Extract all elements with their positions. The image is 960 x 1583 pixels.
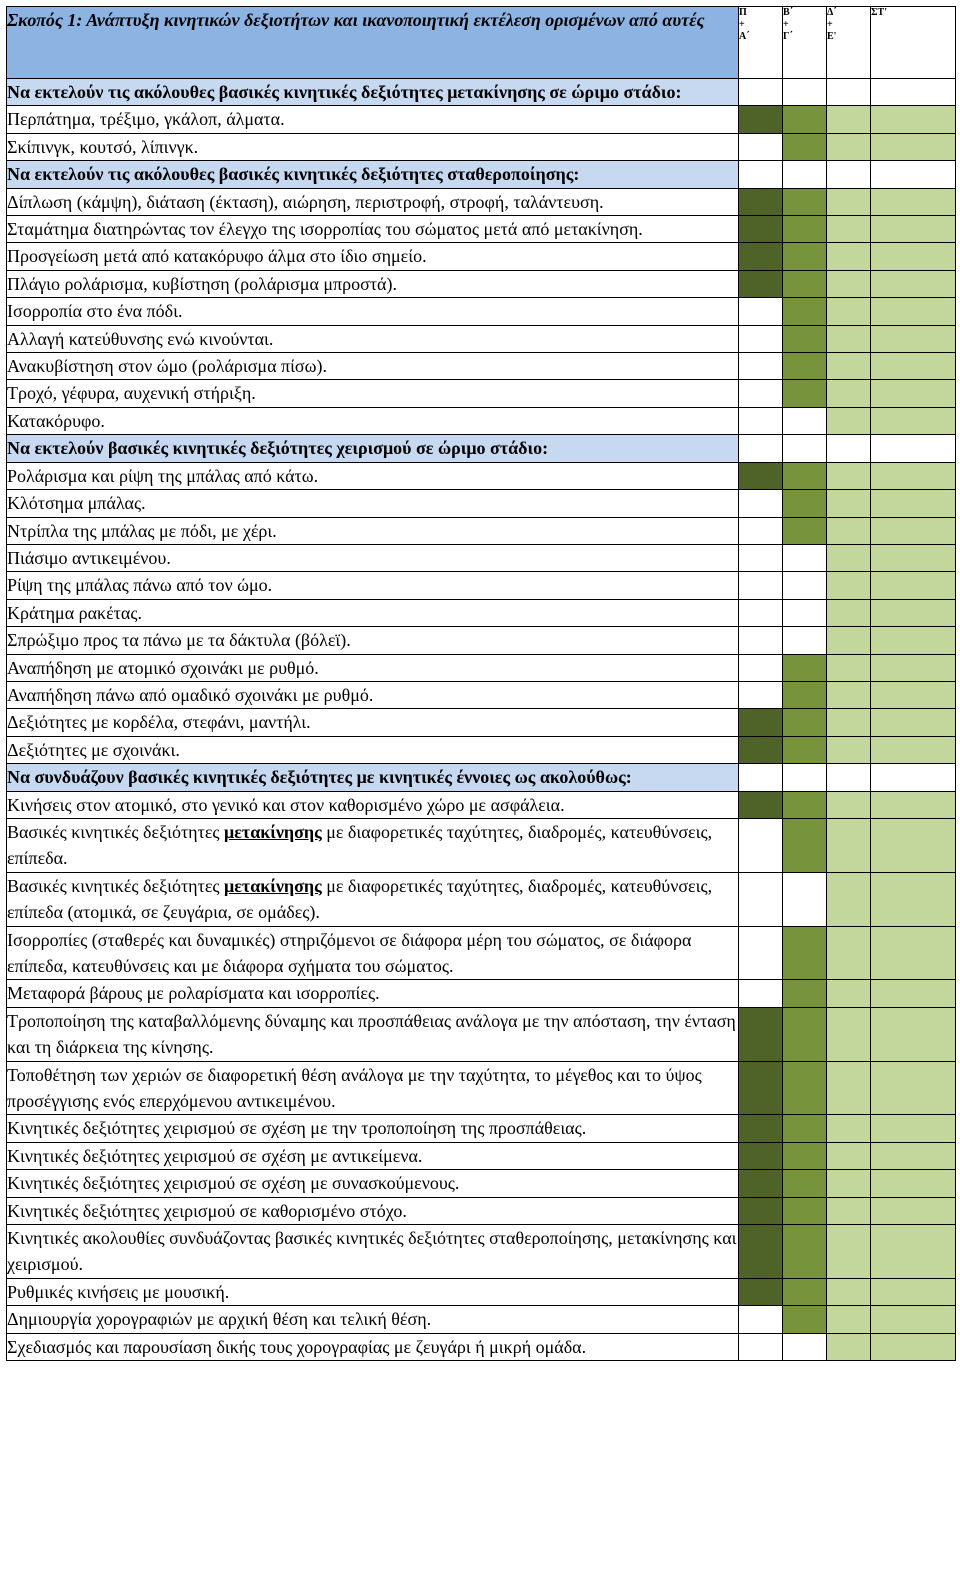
grade-cell-4 [871, 1306, 956, 1333]
grade-cell-1 [739, 270, 783, 297]
grade-cell-2 [783, 462, 827, 489]
grade-cell-2 [783, 106, 827, 133]
grade-cell-3 [827, 353, 871, 380]
grade-cell-2 [783, 1115, 827, 1142]
grade-cell-3 [827, 818, 871, 872]
skill-text: Ντρίπλα της μπάλας με πόδι, με χέρι. [7, 517, 739, 544]
grade-cell-3 [827, 490, 871, 517]
grade-cell-2 [783, 736, 827, 763]
grade-cell-1 [739, 764, 783, 791]
grade-cell-3 [827, 380, 871, 407]
grade-cell-4 [871, 270, 956, 297]
grade-cell-2 [783, 544, 827, 571]
skill-text: Τροποποίηση της καταβαλλόμενης δύναμης και προσπάθειας ανάλογα με την απόσταση, την ένταση και τη διάρκεια της κίνησης. [7, 1007, 739, 1061]
skill-text: Προσγείωση μετά από κατακόρυφο άλμα στο ίδιο σημείο. [7, 243, 739, 270]
grade-cell-1 [739, 1142, 783, 1169]
skill-text: Μεταφορά βάρους με ρολαρίσματα και ισορροπίες. [7, 980, 739, 1007]
grade-cell-2 [783, 791, 827, 818]
grade-cell-4 [871, 1278, 956, 1305]
grade-cell-2 [783, 1278, 827, 1305]
table-row [7, 407, 956, 434]
table-row [7, 270, 956, 297]
skill-text: Σχεδιασμός και παρουσίαση δικής τους χορογραφίας με ζευγάρι ή μικρή ομάδα. [7, 1333, 739, 1360]
grade-cell-2 [783, 764, 827, 791]
grade-cell-3 [827, 133, 871, 160]
skill-text-emphasis: μετακίνησης [224, 875, 322, 896]
grade-cell-2 [783, 435, 827, 462]
skill-text: Δεξιότητες με κορδέλα, στεφάνι, μαντήλι. [7, 709, 739, 736]
skill-text: Κινητικές δεξιότητες χειρισμού σε σχέση με αντικείμενα. [7, 1142, 739, 1169]
grade-cell-2 [783, 1061, 827, 1115]
grade-cell-1 [739, 681, 783, 708]
grade-cell-3 [827, 1197, 871, 1224]
grade-cell-2 [783, 243, 827, 270]
skill-text: Τοποθέτηση των χεριών σε διαφορετική θέση ανάλογα με την ταχύτητα, το μέγεθος και το ύψος προσέγγισης ενός επερχόμενου αντικειμένου. [7, 1061, 739, 1115]
goal-title: Σκοπός 1: Ανάπτυξη κινητικών δεξιοτήτων και ικανοποιητική εκτέλεση ορισμένων από αυτές [7, 7, 739, 79]
table-row [7, 926, 956, 980]
curriculum-table [6, 6, 956, 1361]
grade-cell-1 [739, 736, 783, 763]
table-row [7, 1115, 956, 1142]
skill-text [7, 818, 739, 872]
grade-cell-2 [783, 926, 827, 980]
skill-text: Πιάσιμο αντικειμένου. [7, 544, 739, 571]
grade-cell-4 [871, 106, 956, 133]
grade-cell-3 [827, 1007, 871, 1061]
grade-cell-4 [871, 980, 956, 1007]
skill-text-post: με διαφορετικές ταχύτητες, διαδρομές, κατευθύνσεις, επίπεδα. [7, 821, 713, 869]
table-body [7, 7, 956, 1361]
grade-cell-4 [871, 517, 956, 544]
skill-text: Αλλαγή κατεύθυνσης ενώ κινούνται. [7, 325, 739, 352]
grade-cell-3 [827, 1306, 871, 1333]
grade-cell-4 [871, 1115, 956, 1142]
skill-text: Κράτημα ρακέτας. [7, 599, 739, 626]
table-row [7, 462, 956, 489]
grade-cell-2 [783, 1197, 827, 1224]
table-row [7, 872, 956, 926]
grade-cell-1 [739, 106, 783, 133]
grade-cell-1 [739, 407, 783, 434]
grade-cell-3 [827, 517, 871, 544]
table-row [7, 736, 956, 763]
grade-cell-3 [827, 1170, 871, 1197]
grade-cell-3 [827, 736, 871, 763]
grade-cell-2 [783, 353, 827, 380]
grade-cell-4 [871, 791, 956, 818]
grade-cell-1 [739, 627, 783, 654]
grade-cell-1 [739, 599, 783, 626]
table-row [7, 216, 956, 243]
grade-cell-3 [827, 79, 871, 106]
grade-cell-4 [871, 216, 956, 243]
grade-cell-3 [827, 1142, 871, 1169]
skill-text: Δεξιότητες με σχοινάκι. [7, 736, 739, 763]
grade-cell-1 [739, 188, 783, 215]
grade-cell-2 [783, 872, 827, 926]
table-row [7, 1278, 956, 1305]
section-heading: Να συνδυάζουν βασικές κινητικές δεξιότητες με κινητικές έννοιες ως ακολούθως: [7, 764, 739, 791]
grade-cell-1 [739, 654, 783, 681]
table-row [7, 490, 956, 517]
table-row [7, 818, 956, 872]
table-row [7, 1007, 956, 1061]
table-row [7, 353, 956, 380]
table-row [7, 298, 956, 325]
skill-text: Κινητικές δεξιότητες χειρισμού σε καθορισμένο στόχο. [7, 1197, 739, 1224]
skill-text: Αναπήδηση με ατομικό σχοινάκι με ρυθμό. [7, 654, 739, 681]
table-row [7, 1225, 956, 1279]
grade-cell-3 [827, 462, 871, 489]
grade-cell-3 [827, 1115, 871, 1142]
grade-cell-3 [827, 270, 871, 297]
grade-cell-2 [783, 133, 827, 160]
grade-header-3: Δ΄ + Ε' [827, 7, 871, 79]
grade-cell-3 [827, 435, 871, 462]
skill-text: Τροχό, γέφυρα, αυχενική στήριξη. [7, 380, 739, 407]
grade-cell-4 [871, 1007, 956, 1061]
table-row [7, 1197, 956, 1224]
goal-header-row [7, 7, 956, 79]
grade-cell-3 [827, 654, 871, 681]
grade-cell-1 [739, 298, 783, 325]
grade-cell-1 [739, 79, 783, 106]
grade-cell-3 [827, 926, 871, 980]
table-row [7, 654, 956, 681]
grade-cell-2 [783, 325, 827, 352]
grade-cell-4 [871, 325, 956, 352]
table-row [7, 1333, 956, 1360]
grade-cell-2 [783, 1007, 827, 1061]
skill-text: Ρολάρισμα και ρίψη της μπάλας από κάτω. [7, 462, 739, 489]
grade-cell-2 [783, 216, 827, 243]
grade-cell-3 [827, 216, 871, 243]
grade-cell-1 [739, 490, 783, 517]
grade-cell-2 [783, 298, 827, 325]
grade-cell-3 [827, 1225, 871, 1279]
skill-text: Δημιουργία χορογραφιών με αρχική θέση και τελική θέση. [7, 1306, 739, 1333]
grade-cell-4 [871, 654, 956, 681]
grade-cell-4 [871, 1197, 956, 1224]
table-row [7, 627, 956, 654]
grade-cell-2 [783, 1142, 827, 1169]
grade-cell-4 [871, 627, 956, 654]
grade-cell-2 [783, 1170, 827, 1197]
table-row [7, 243, 956, 270]
grade-cell-1 [739, 1115, 783, 1142]
grade-cell-3 [827, 681, 871, 708]
table-row [7, 681, 956, 708]
grade-cell-4 [871, 188, 956, 215]
grade-cell-4 [871, 353, 956, 380]
grade-cell-1 [739, 1225, 783, 1279]
grade-cell-3 [827, 106, 871, 133]
skill-text: Ρίψη της μπάλας πάνω από τον ώμο. [7, 572, 739, 599]
grade-cell-1 [739, 1007, 783, 1061]
grade-cell-2 [783, 1306, 827, 1333]
grade-cell-4 [871, 818, 956, 872]
grade-header-4: ΣΤ' [871, 7, 956, 79]
skill-text: Κινήσεις στον ατομικό, στο γενικό και στον καθορισμένο χώρο με ασφάλεια. [7, 791, 739, 818]
grade-cell-4 [871, 462, 956, 489]
skill-text: Κλότσημα μπάλας. [7, 490, 739, 517]
section-heading: Να εκτελούν τις ακόλουθες βασικές κινητικές δεξιότητες μετακίνησης σε ώριμο στάδιο: [7, 79, 739, 106]
grade-cell-1 [739, 1306, 783, 1333]
table-row [7, 791, 956, 818]
skill-text: Ρυθμικές κινήσεις με μουσική. [7, 1278, 739, 1305]
grade-cell-3 [827, 325, 871, 352]
grade-cell-2 [783, 980, 827, 1007]
grade-cell-2 [783, 490, 827, 517]
skill-text: Κινητικές δεξιότητες χειρισμού σε σχέση με συνασκούμενους. [7, 1170, 739, 1197]
grade-header-2: Β΄ + Γ΄ [783, 7, 827, 79]
table-row [7, 1142, 956, 1169]
table-row [7, 544, 956, 571]
grade-cell-4 [871, 1333, 956, 1360]
table-row [7, 380, 956, 407]
grade-cell-4 [871, 926, 956, 980]
table-row [7, 1170, 956, 1197]
section-header-row [7, 79, 956, 106]
grade-cell-3 [827, 627, 871, 654]
grade-cell-1 [739, 872, 783, 926]
grade-cell-1 [739, 380, 783, 407]
grade-cell-2 [783, 599, 827, 626]
grade-cell-4 [871, 133, 956, 160]
grade-cell-1 [739, 791, 783, 818]
table-row [7, 188, 956, 215]
grade-cell-1 [739, 1170, 783, 1197]
grade-cell-4 [871, 681, 956, 708]
skill-text: Αναπήδηση πάνω από ομαδικό σχοινάκι με ρυθμό. [7, 681, 739, 708]
grade-cell-3 [827, 161, 871, 188]
table-row [7, 106, 956, 133]
grade-cell-1 [739, 161, 783, 188]
skill-text: Κινητικές ακολουθίες συνδυάζοντας βασικές κινητικές δεξιότητες σταθεροποίησης, μετακίνησης και χειρισμού. [7, 1225, 739, 1279]
grade-cell-3 [827, 572, 871, 599]
grade-cell-4 [871, 243, 956, 270]
grade-header-1: Π + Α΄ [739, 7, 783, 79]
grade-cell-1 [739, 709, 783, 736]
grade-cell-3 [827, 407, 871, 434]
table-row [7, 325, 956, 352]
grade-cell-3 [827, 1333, 871, 1360]
grade-cell-2 [783, 188, 827, 215]
grade-cell-4 [871, 490, 956, 517]
grade-cell-4 [871, 544, 956, 571]
grade-cell-2 [783, 380, 827, 407]
grade-cell-4 [871, 872, 956, 926]
table-row [7, 599, 956, 626]
grade-cell-4 [871, 1142, 956, 1169]
skill-text: Πλάγιο ρολάρισμα, κυβίστηση (ρολάρισμα μπροστά). [7, 270, 739, 297]
grade-cell-1 [739, 325, 783, 352]
grade-cell-2 [783, 818, 827, 872]
grade-cell-2 [783, 270, 827, 297]
grade-cell-2 [783, 709, 827, 736]
grade-cell-3 [827, 544, 871, 571]
skill-text-pre: Βασικές κινητικές δεξιότητες [7, 875, 225, 896]
grade-cell-4 [871, 1225, 956, 1279]
grade-cell-1 [739, 353, 783, 380]
grade-cell-2 [783, 517, 827, 544]
grade-cell-1 [739, 572, 783, 599]
skill-text: Σταμάτημα διατηρώντας τον έλεγχο της ισορροπίας του σώματος μετά από μετακίνηση. [7, 216, 739, 243]
grade-cell-4 [871, 736, 956, 763]
skill-text [7, 872, 739, 926]
table-row [7, 1306, 956, 1333]
grade-cell-2 [783, 572, 827, 599]
grade-cell-3 [827, 1278, 871, 1305]
grade-cell-3 [827, 188, 871, 215]
section-header-row [7, 435, 956, 462]
grade-cell-1 [739, 818, 783, 872]
grade-cell-2 [783, 1225, 827, 1279]
grade-cell-4 [871, 298, 956, 325]
grade-cell-3 [827, 791, 871, 818]
grade-cell-2 [783, 1333, 827, 1360]
skill-text: Ισορροπίες (σταθερές και δυναμικές) στηριζόμενοι σε διάφορα μέρη του σώματος, σε διάφορα επίπεδα, κατευθύνσεις και με διάφορα σχήματα του σώματος. [7, 926, 739, 980]
skill-text: Περπάτημα, τρέξιμο, γκάλοπ, άλματα. [7, 106, 739, 133]
grade-cell-3 [827, 872, 871, 926]
table-row [7, 572, 956, 599]
table-row [7, 517, 956, 544]
grade-cell-1 [739, 1278, 783, 1305]
grade-cell-2 [783, 161, 827, 188]
grade-cell-4 [871, 1061, 956, 1115]
skill-text-post: με διαφορετικές ταχύτητες, διαδρομές, κατευθύνσεις, επίπεδα (ατομικά, σε ζευγάρια, σε ομάδες). [7, 875, 713, 923]
skill-text: Σπρώξιμο προς τα πάνω με τα δάκτυλα (βόλεϊ). [7, 627, 739, 654]
grade-cell-1 [739, 133, 783, 160]
grade-cell-4 [871, 572, 956, 599]
grade-cell-2 [783, 407, 827, 434]
skill-text: Κατακόρυφο. [7, 407, 739, 434]
grade-cell-3 [827, 764, 871, 791]
table-row [7, 133, 956, 160]
grade-cell-2 [783, 654, 827, 681]
skill-text: Σκίπινγκ, κουτσό, λίπινγκ. [7, 133, 739, 160]
skill-text: Δίπλωση (κάμψη), διάταση (έκταση), αιώρηση, περιστροφή, στροφή, ταλάντευση. [7, 188, 739, 215]
grade-cell-3 [827, 599, 871, 626]
grade-cell-3 [827, 298, 871, 325]
grade-cell-1 [739, 517, 783, 544]
section-header-row [7, 764, 956, 791]
skill-text-emphasis: μετακίνησης [224, 821, 322, 842]
grade-cell-1 [739, 435, 783, 462]
grade-cell-4 [871, 161, 956, 188]
section-header-row [7, 161, 956, 188]
grade-cell-3 [827, 243, 871, 270]
section-heading: Να εκτελούν τις ακόλουθες βασικές κινητικές δεξιότητες σταθεροποίησης: [7, 161, 739, 188]
grade-cell-4 [871, 1170, 956, 1197]
grade-cell-4 [871, 380, 956, 407]
table-row [7, 709, 956, 736]
grade-cell-4 [871, 435, 956, 462]
grade-cell-3 [827, 709, 871, 736]
grade-cell-2 [783, 681, 827, 708]
grade-cell-4 [871, 407, 956, 434]
grade-cell-1 [739, 980, 783, 1007]
grade-cell-2 [783, 79, 827, 106]
grade-cell-4 [871, 599, 956, 626]
skill-text: Κινητικές δεξιότητες χειρισμού σε σχέση με την τροποποίηση της προσπάθειας. [7, 1115, 739, 1142]
table-row [7, 1061, 956, 1115]
grade-cell-1 [739, 926, 783, 980]
skill-text: Ισορροπία στο ένα πόδι. [7, 298, 739, 325]
grade-cell-1 [739, 544, 783, 571]
grade-cell-1 [739, 462, 783, 489]
grade-cell-3 [827, 980, 871, 1007]
table-row [7, 980, 956, 1007]
skill-text: Ανακυβίστηση στον ώμο (ρολάρισμα πίσω). [7, 353, 739, 380]
grade-cell-2 [783, 627, 827, 654]
grade-cell-1 [739, 243, 783, 270]
section-heading: Να εκτελούν βασικές κινητικές δεξιότητες χειρισμού σε ώριμο στάδιο: [7, 435, 739, 462]
grade-cell-3 [827, 1061, 871, 1115]
grade-cell-4 [871, 764, 956, 791]
grade-cell-4 [871, 709, 956, 736]
skill-text-pre: Βασικές κινητικές δεξιότητες [7, 821, 225, 842]
grade-cell-4 [871, 79, 956, 106]
grade-cell-1 [739, 1061, 783, 1115]
grade-cell-1 [739, 216, 783, 243]
grade-cell-1 [739, 1197, 783, 1224]
grade-cell-1 [739, 1333, 783, 1360]
